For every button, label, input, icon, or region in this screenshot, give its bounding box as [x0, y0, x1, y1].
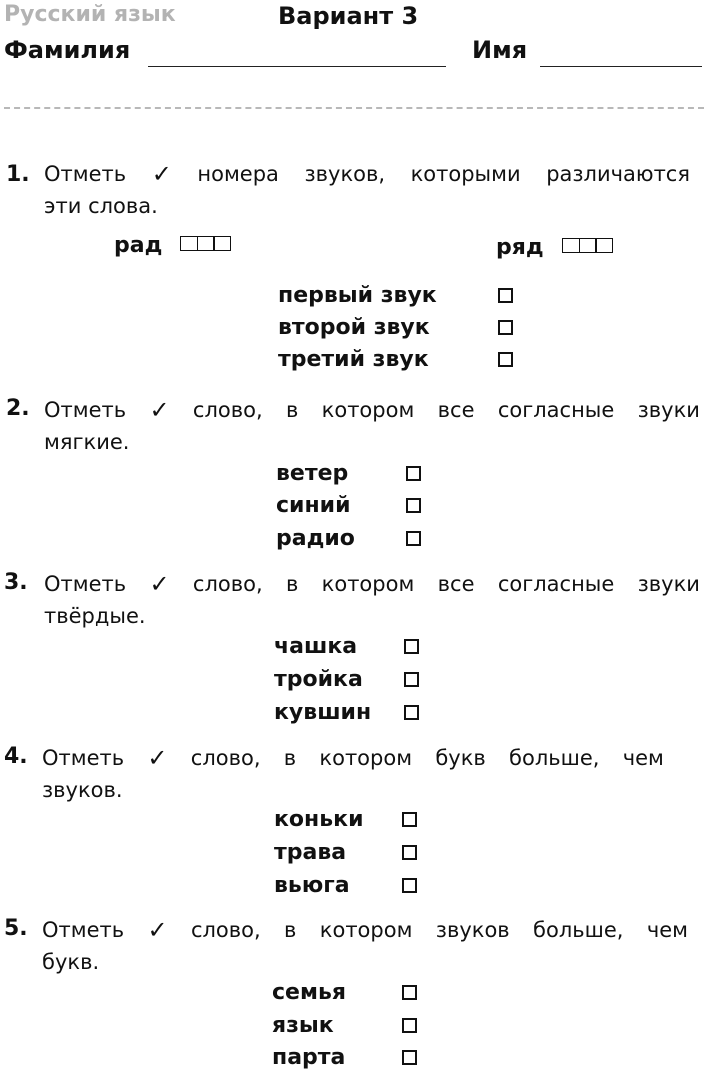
task-3-number: 3. [4, 570, 28, 595]
checkmark-icon: ✓ [149, 570, 170, 598]
task-2-checkbox-1[interactable] [406, 466, 421, 481]
task-1-checkbox-1[interactable] [498, 288, 513, 303]
subject-title: Русский язык [4, 2, 176, 27]
checkmark-icon: ✓ [147, 744, 168, 772]
task-3-checkbox-1[interactable] [404, 639, 419, 654]
task-1-option-3: третий звук [278, 347, 429, 372]
cut-line-divider [4, 107, 704, 109]
task-4-number: 4. [4, 744, 28, 769]
variant-title: Вариант 3 [278, 2, 419, 30]
checkmark-icon: ✓ [149, 396, 170, 424]
task-3-checkbox-3[interactable] [404, 705, 419, 720]
task-1-number: 1. [6, 162, 30, 187]
task-5-number: 5. [4, 916, 28, 941]
name-label: Имя [472, 36, 528, 64]
task-1-checkbox-2[interactable] [498, 320, 513, 335]
task-5-checkbox-3[interactable] [402, 1050, 417, 1065]
task-5-checkbox-1[interactable] [402, 985, 417, 1000]
task-1-option-1: первый звук [278, 283, 437, 308]
task-4-option-2: трава [274, 840, 347, 865]
task-2-option-2: синий [276, 493, 351, 518]
task-4-option-1: коньки [274, 807, 364, 832]
surname-field[interactable] [148, 66, 446, 67]
task-1-option-2: второй звук [278, 315, 430, 340]
task-5-option-1: семья [272, 980, 346, 1005]
task-3-text: Отметь ✓ слово, в котором все согласные звуки твёрдые. [44, 570, 700, 628]
checkmark-icon: ✓ [147, 916, 168, 944]
task-1-checkbox-3[interactable] [498, 352, 513, 367]
task-5-option-2: язык [272, 1013, 334, 1038]
task-5-checkbox-2[interactable] [402, 1018, 417, 1033]
task-5-text: Отметь ✓ слово, в котором звуков больше, чем букв. [42, 916, 688, 974]
sound-cells-2[interactable] [562, 238, 612, 253]
task-2-option-3: радио [276, 526, 355, 551]
checkmark-icon: ✓ [151, 160, 172, 188]
task-4-checkbox-1[interactable] [402, 812, 417, 827]
task-3-option-1: чашка [274, 634, 358, 659]
task-1-text: Отметь ✓ номера звуков, которыми различаются эти слова. [44, 160, 690, 218]
task-4-checkbox-3[interactable] [402, 878, 417, 893]
sound-cells-1[interactable] [180, 236, 230, 251]
task-4-text: Отметь ✓ слово, в котором букв больше, чем звуков. [42, 744, 664, 802]
task-4-option-3: вьюга [274, 873, 350, 898]
task-3-checkbox-2[interactable] [404, 672, 419, 687]
task-1-word-1: рад [114, 233, 163, 258]
task-1-word-2: ряд [496, 235, 544, 260]
task-4-checkbox-2[interactable] [402, 845, 417, 860]
task-2-checkbox-2[interactable] [406, 498, 421, 513]
task-2-text: Отметь ✓ слово, в котором все согласные звуки мягкие. [44, 396, 700, 454]
task-2-option-1: ветер [276, 461, 349, 486]
task-2-checkbox-3[interactable] [406, 531, 421, 546]
task-2-number: 2. [6, 396, 30, 421]
task-5-option-3: парта [272, 1045, 346, 1070]
task-3-option-2: тройка [274, 667, 363, 692]
surname-label: Фамилия [4, 36, 131, 64]
task-3-option-3: кувшин [274, 700, 372, 725]
name-field[interactable] [540, 66, 702, 67]
